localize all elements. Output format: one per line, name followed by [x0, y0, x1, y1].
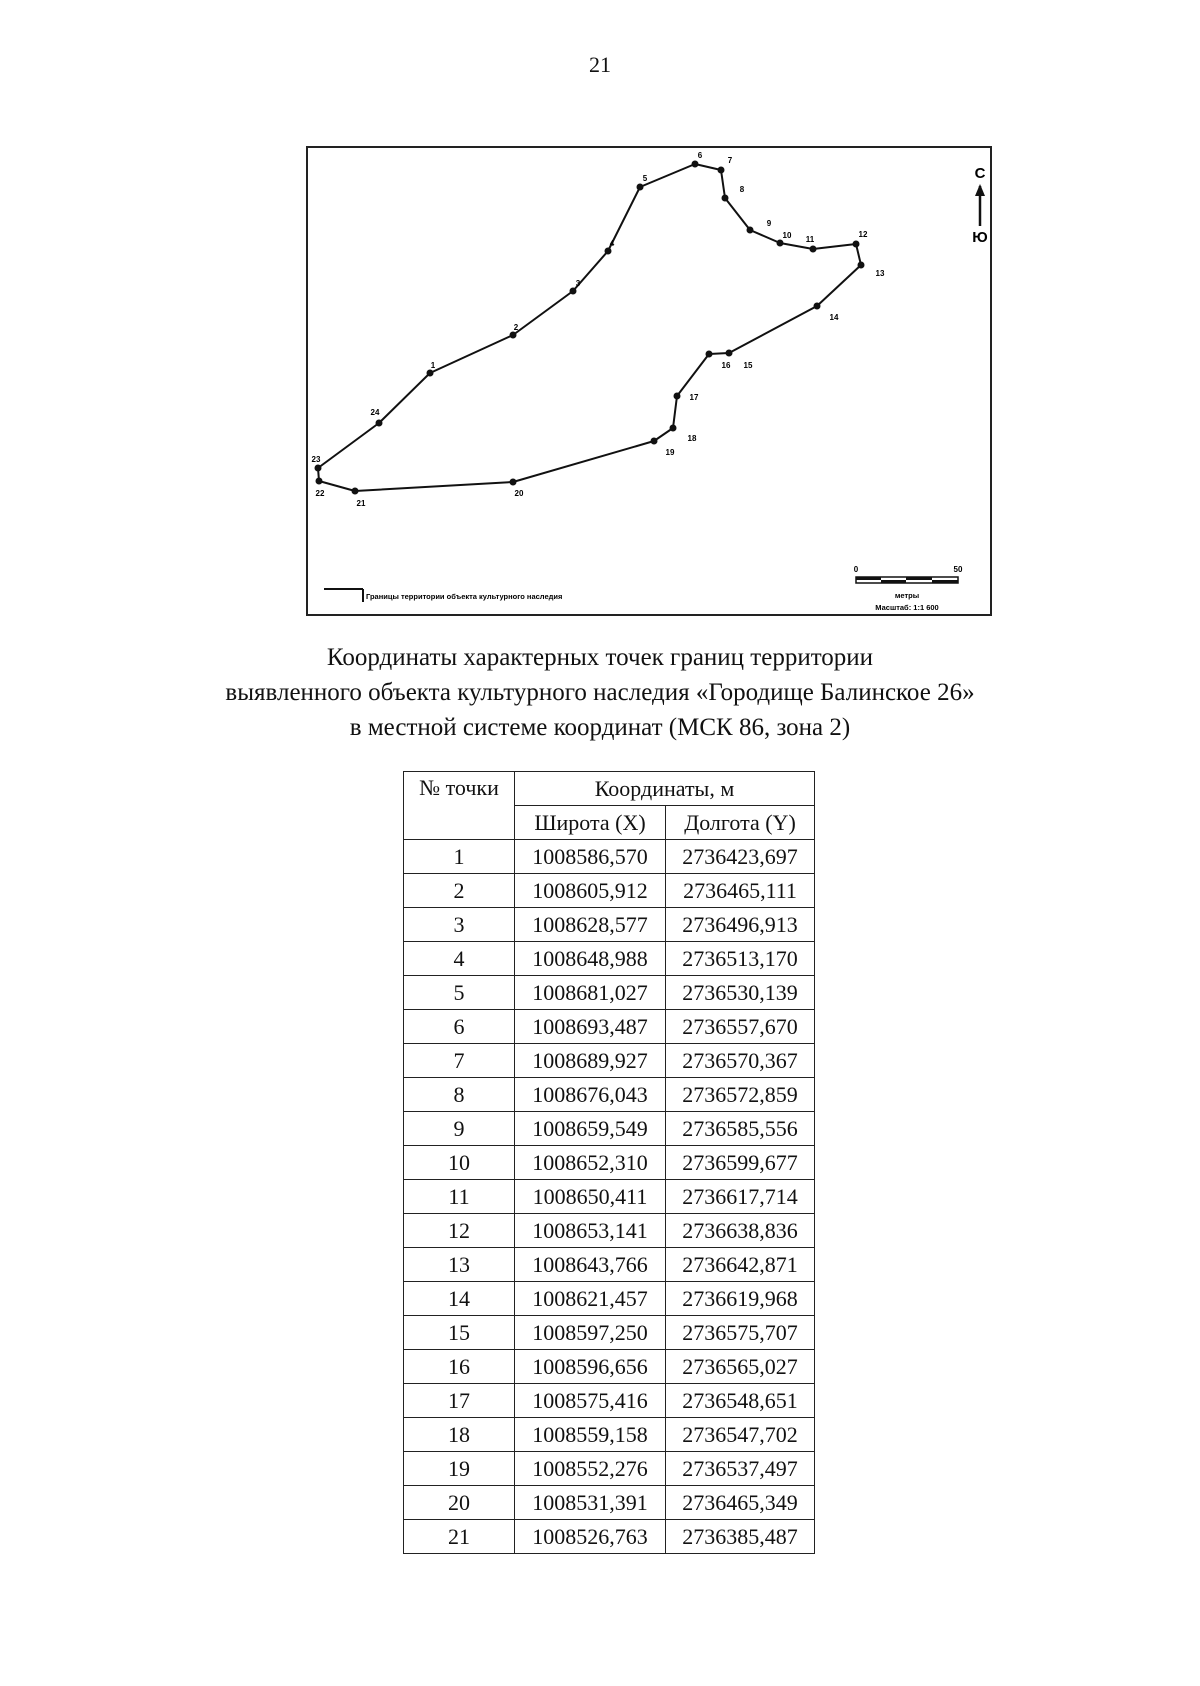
vertex-label: 4: [609, 239, 615, 248]
cell-latitude: 1008648,988: [515, 942, 666, 976]
cell-longitude: 2736638,836: [666, 1214, 815, 1248]
cell-longitude: 2736423,697: [666, 840, 815, 874]
table-row: [404, 1146, 815, 1180]
cell-latitude: 1008531,391: [515, 1486, 666, 1520]
south-label: Ю: [972, 229, 988, 246]
boundary-vertex: [814, 303, 821, 310]
cell-latitude: 1008653,141: [515, 1214, 666, 1248]
cell-longitude: 2736565,027: [666, 1350, 815, 1384]
cell-point-number: 19: [404, 1452, 515, 1486]
vertex-label: 16: [721, 361, 731, 370]
cell-point-number: 14: [404, 1282, 515, 1316]
cell-latitude: 1008652,310: [515, 1146, 666, 1180]
table-row: [404, 1078, 815, 1112]
cell-point-number: 17: [404, 1384, 515, 1418]
table-heading: [0, 640, 1200, 745]
boundary-map: [306, 146, 992, 616]
cell-point-number: 16: [404, 1350, 515, 1384]
cell-latitude: 1008689,927: [515, 1044, 666, 1078]
vertex-label: 23: [311, 455, 321, 464]
vertex-label: 11: [805, 235, 815, 244]
scale-start: 0: [853, 565, 859, 574]
boundary-vertex: [510, 332, 517, 339]
header-longitude: Долгота (Y): [666, 806, 815, 840]
cell-longitude: 2736642,871: [666, 1248, 815, 1282]
table-row: [404, 840, 815, 874]
north-arrow: [972, 165, 987, 246]
header-point-number: № точки: [404, 772, 515, 840]
map-legend: [324, 589, 562, 602]
boundary-polyline: [318, 164, 861, 491]
cell-point-number: 3: [404, 908, 515, 942]
cell-longitude: 2736617,714: [666, 1180, 815, 1214]
cell-longitude: 2736575,707: [666, 1316, 815, 1350]
coordinates-table: [403, 771, 815, 1554]
header-coordinates: Координаты, м: [515, 772, 815, 806]
cell-point-number: 9: [404, 1112, 515, 1146]
boundary-vertex: [605, 248, 612, 255]
boundary-vertices: [312, 151, 885, 508]
cell-latitude: 1008628,577: [515, 908, 666, 942]
table-row: [404, 874, 815, 908]
cell-point-number: 1: [404, 840, 515, 874]
cell-point-number: 20: [404, 1486, 515, 1520]
cell-latitude: 1008596,656: [515, 1350, 666, 1384]
vertex-label: 18: [687, 434, 697, 443]
table-row: [404, 942, 815, 976]
cell-latitude: 1008526,763: [515, 1520, 666, 1554]
cell-point-number: 18: [404, 1418, 515, 1452]
table-row: [404, 976, 815, 1010]
boundary-map-svg: [308, 148, 990, 614]
cell-point-number: 10: [404, 1146, 515, 1180]
boundary-vertex: [570, 288, 577, 295]
boundary-vertex: [747, 227, 754, 234]
cell-point-number: 5: [404, 976, 515, 1010]
cell-point-number: 12: [404, 1214, 515, 1248]
table-row: [404, 1316, 815, 1350]
cell-longitude: 2736530,139: [666, 976, 815, 1010]
cell-longitude: 2736585,556: [666, 1112, 815, 1146]
vertex-label: 21: [356, 499, 366, 508]
cell-point-number: 11: [404, 1180, 515, 1214]
cell-point-number: 13: [404, 1248, 515, 1282]
vertex-label: 8: [739, 185, 745, 194]
scale-end: 50: [953, 565, 963, 574]
vertex-label: 22: [315, 489, 325, 498]
table-row: [404, 1180, 815, 1214]
boundary-vertex: [706, 351, 713, 358]
table-row: [404, 1486, 815, 1520]
boundary-vertex: [858, 262, 865, 269]
cell-latitude: 1008659,549: [515, 1112, 666, 1146]
boundary-vertex: [718, 167, 725, 174]
vertex-label: 13: [875, 269, 885, 278]
table-row: [404, 1214, 815, 1248]
table-row: [404, 1282, 815, 1316]
cell-longitude: 2736572,859: [666, 1078, 815, 1112]
cell-latitude: 1008552,276: [515, 1452, 666, 1486]
boundary-vertex: [670, 425, 677, 432]
table-row: [404, 908, 815, 942]
cell-longitude: 2736537,497: [666, 1452, 815, 1486]
cell-latitude: 1008676,043: [515, 1078, 666, 1112]
heading-line-2: выявленного объекта культурного наследия «Городище Балинское 26»: [225, 679, 975, 706]
cell-latitude: 1008586,570: [515, 840, 666, 874]
boundary-vertex: [352, 488, 359, 495]
vertex-label: 14: [829, 313, 839, 322]
cell-longitude: 2736548,651: [666, 1384, 815, 1418]
boundary-vertex: [315, 465, 322, 472]
cell-longitude: 2736547,702: [666, 1418, 815, 1452]
boundary-vertex: [810, 246, 817, 253]
boundary-vertex: [692, 161, 699, 168]
cell-point-number: 21: [404, 1520, 515, 1554]
table-row: [404, 1452, 815, 1486]
vertex-label: 10: [782, 231, 792, 240]
vertex-label: 7: [727, 156, 733, 165]
cell-longitude: 2736599,677: [666, 1146, 815, 1180]
cell-longitude: 2736465,111: [666, 874, 815, 908]
cell-latitude: 1008693,487: [515, 1010, 666, 1044]
table-row: [404, 1248, 815, 1282]
cell-point-number: 15: [404, 1316, 515, 1350]
north-arrow-head: [975, 184, 985, 196]
cell-latitude: 1008643,766: [515, 1248, 666, 1282]
cell-latitude: 1008681,027: [515, 976, 666, 1010]
cell-point-number: 7: [404, 1044, 515, 1078]
vertex-label: 1: [430, 361, 436, 370]
cell-longitude: 2736570,367: [666, 1044, 815, 1078]
vertex-label: 20: [514, 489, 524, 498]
vertex-label: 15: [743, 361, 753, 370]
boundary-vertex: [726, 350, 733, 357]
table-row: [404, 1520, 815, 1554]
boundary-vertex: [674, 393, 681, 400]
vertex-label: 6: [697, 151, 703, 160]
cell-latitude: 1008575,416: [515, 1384, 666, 1418]
cell-point-number: 4: [404, 942, 515, 976]
boundary-vertex: [777, 240, 784, 247]
cell-latitude: 1008605,912: [515, 874, 666, 908]
table-row: [404, 1010, 815, 1044]
cell-point-number: 6: [404, 1010, 515, 1044]
vertex-label: 5: [642, 174, 648, 183]
heading-line-3: в местной системе координат (МСК 86, зона 2): [349, 714, 851, 741]
cell-longitude: 2736619,968: [666, 1282, 815, 1316]
boundary-vertex: [316, 478, 323, 485]
cell-longitude: 2736496,913: [666, 908, 815, 942]
boundary-vertex: [651, 438, 658, 445]
boundary-vertex: [722, 195, 729, 202]
boundary-vertex: [427, 370, 434, 377]
boundary-vertex: [510, 479, 517, 486]
cell-latitude: 1008559,158: [515, 1418, 666, 1452]
vertex-label: 3: [575, 279, 581, 288]
cell-latitude: 1008597,250: [515, 1316, 666, 1350]
table-row: [404, 1112, 815, 1146]
boundary-vertex: [853, 241, 860, 248]
cell-longitude: 2736385,487: [666, 1520, 815, 1554]
cell-latitude: 1008621,457: [515, 1282, 666, 1316]
legend-text: Границы территории объекта культурного наследия: [366, 592, 563, 601]
vertex-label: 2: [513, 323, 519, 332]
cell-point-number: 8: [404, 1078, 515, 1112]
page-number: 21: [589, 52, 611, 77]
vertex-label: 19: [665, 448, 675, 457]
cell-longitude: 2736513,170: [666, 942, 815, 976]
table-row: [404, 1044, 815, 1078]
vertex-label: 12: [858, 230, 868, 239]
table-row: [404, 1384, 815, 1418]
header-latitude: Широта (X): [515, 806, 666, 840]
cell-point-number: 2: [404, 874, 515, 908]
heading-line-1: Координаты характерных точек границ территории: [326, 644, 874, 671]
vertex-label: 17: [689, 393, 699, 402]
scale-ratio: Масштаб: 1:1 600: [875, 603, 939, 612]
boundary-vertex: [376, 420, 383, 427]
vertex-label: 24: [370, 408, 380, 417]
cell-latitude: 1008650,411: [515, 1180, 666, 1214]
table-row: [404, 1350, 815, 1384]
scale-bar: [854, 565, 963, 612]
vertex-label: 9: [766, 219, 772, 228]
north-label: С: [974, 165, 986, 182]
cell-longitude: 2736465,349: [666, 1486, 815, 1520]
table-row: [404, 1418, 815, 1452]
cell-longitude: 2736557,670: [666, 1010, 815, 1044]
boundary-vertex: [637, 184, 644, 191]
scale-unit: метры: [894, 591, 920, 600]
